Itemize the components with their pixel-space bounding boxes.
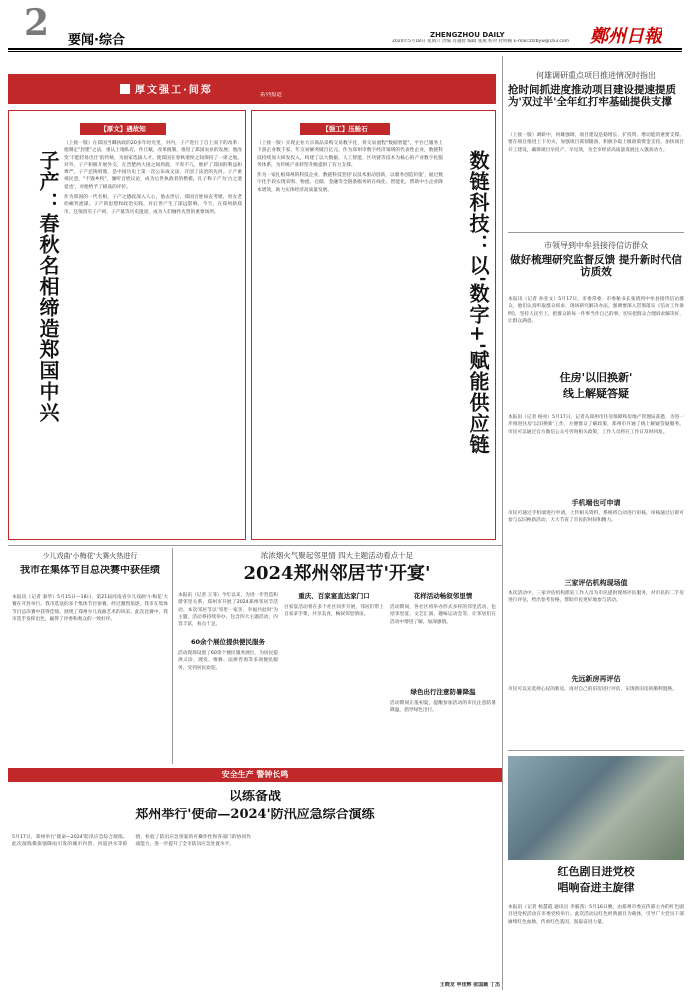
feature-right-tag: 【强工】压舱石 <box>300 123 390 135</box>
divider-1 <box>508 232 684 233</box>
banner-title: 厚文强工·间郑 <box>135 85 213 96</box>
bottom-divider <box>172 548 173 764</box>
lead-body: （上接一版）调研中，何雄强调，项目建设是稳增长、扩投资、增动能的重要支撑。要在项目推进上下功夫，加强项目谋划储备，积极争取上级政策资金支持，加快项目开工建设，确保项目早投产、早见效，为全市经济高质量发展注入强劲动力。 <box>508 133 684 153</box>
third-body: 本报讯（记者 杨亮）5月17日，记者从郑州市住房保障和房地产管理局获悉，为进一步推进住房'以旧换新'工作，方便群众了解政策，郑州市开通了线上解疑答疑服务。市民可以通过官方微信公众号咨询相关政策，工作人员将在工作日及时回复。 <box>508 415 684 435</box>
bottom-mid-sub2-body: 活动期间，各社区将举办形式多样的邻里活动，包括邻里宴、文艺汇演、趣味运动会等，让邻居们在活动中增进了解，加深感情。 <box>390 605 496 625</box>
drill-body-text: 5月17日，郑州举行'使命—2024'防汛应急综合演练。此次演练模拟强降雨引发的城市内涝、河道洪水等险情，检验了防汛应急预案的可操作性和各部门的协同作战能力，进一步提升了全市防汛应急处置水平。 <box>12 835 251 848</box>
bottom-left-title: 我市在集体节目总决赛中获佳绩 <box>20 565 160 576</box>
lead-title-small: 何雄调研重点项目推进情况时指出 <box>536 71 656 80</box>
bottom-right-title: 唱响奋进主旋律 <box>557 882 635 894</box>
sub1-heading: 手机端也可申请 <box>571 499 621 507</box>
column-divider <box>502 56 503 990</box>
bottom-mid-sub1: 60余个展位提供便民服务 <box>190 638 266 646</box>
bottom-mid-sub4-body: 活动期间正值初夏，提醒参加活动的市民注意防暑降温，倡导绿色出行。 <box>390 701 496 714</box>
mid-rule <box>8 545 502 546</box>
drill-author: 王晓龙 申佳辉 张国颖 丁杰 <box>439 982 500 988</box>
feature-left-title: 子产：春秋名相缔造郑国中兴 <box>36 150 60 423</box>
feature-right-para2: 作为一家扎根郑州的科技企业，数链科技坚持'以技术驱动创新，以服务创造价值'，通过数字化手段实现采购、物流、仓储、金融等全链条服务的在线化、智能化，帮助中小企业降本增效，助力实体经济高质量发展。 <box>257 173 443 193</box>
bottom-mid-sub3: 重庆、百家宴直达家门口 <box>298 592 370 600</box>
paper-name-en: ZHENGZHOU DAILY <box>430 31 505 39</box>
feature-left-para2: 作为郑国的一代名相，子产之德政深入人心，他去世后，郑国百姓如丧考妣，男女老幼痛哭流涕。子产的思想和政治实践，对后世产生了深远影响。今天，在郑州新郑市，还保留有子产祠、子产墓等历史遗迹，成为人们缅怀先贤的重要场所。 <box>64 194 242 215</box>
divider-3 <box>508 750 684 751</box>
safety-strip: 安全生产 警钟长鸣 <box>8 768 502 782</box>
section-name: 要闻·综合 <box>68 33 125 48</box>
feature-left-para1: （上接一版）在郑国当卿执政的20多年时光里，对内，子产进行了自上而下的改革：他制定"封建"之法，重认土地私有，作丘赋，改革税制，推进了郑国农业的发展；他改变'不能轻易出仕'的传统，为国家选拔人才。使郑国在春秋诸侯之间保持了一席之地。对外，子产积极开展外交，在晋楚两大国之间周旋，不卑不亢，维护了郑国的利益和尊严。子产还铸刑鼎，是中国历史上第一次公布成文法，开创了法治的先河。子产重视民意，"不毁乡校"，倾听百姓议论，成为后世执政者的楷模。孔子称子产为'古之遗爱也'，对他给予了极高的评价。 <box>64 141 242 190</box>
feature-left-body <box>64 140 242 540</box>
masthead-rule-thin <box>8 51 682 52</box>
bottom-left-title-small: 少儿戏曲'小梅花'大赛火热进行 <box>42 552 138 560</box>
bottom-mid-sub4: 绿色出行注意防暑降温 <box>410 688 476 696</box>
feature-right-body <box>257 140 443 540</box>
sub2-heading: 三家评估机构现场值 <box>564 579 628 587</box>
bottom-right-title-small: 红色剧目进党校 <box>557 866 635 878</box>
feature-banner <box>8 74 496 104</box>
banner-series: 系列报道 <box>260 92 283 98</box>
sub3-heading: 先远新房再评估 <box>571 675 621 683</box>
sub2-body: 本次活动中，三家评估机构派驻工作人员为市民提供现场评估服务，对市民的二手房进行评估，给出参考价格，帮助市民更好地参与活动。 <box>508 591 684 604</box>
drill-body <box>12 834 498 980</box>
drill-title: 郑州举行'使命—2024'防汛应急综合演练 <box>135 808 375 822</box>
page-number: 2 <box>24 3 50 43</box>
masthead-rule <box>8 48 682 50</box>
feature-right-para1: （上接一版）实现企业大宗商品采购交易数字化，将交易流程"数据智能"，平台已服务上下游企业数千家，年交易额突破百亿元。作为郑州市数字经济领域的代表性企业，数链科技持续加大研发投入，构建了以大数据、人工智能、区块链等技术为核心的产业数字化服务体系，为传统产业转型升级提供了有力支撑。 <box>257 141 443 168</box>
bottom-mid-body: 本报讯（记者 王菲）今年以来，为进一步营造和谐邻里关系，郑州市开展了2024郑州邻居节活动。本次邻居节以'邻里一家亲，幸福共此时'为主题，活动将持续举办，包含四大主题活动，内容丰富，看点十足。 <box>178 593 278 628</box>
bottom-mid-sub3-body: 百家宴活动将在多个社区同步开展，邻居们带上自家拿手菜，共享美食，畅叙邻里情谊。 <box>284 605 384 618</box>
feature-right-title: 数链科技：以'数字+'赋能供应链 <box>466 150 490 456</box>
feature-left-tag: 【厚文】遇故知 <box>80 123 166 135</box>
lead-title: 抢时间抓进度推动项目建设提速提质 为'双过半'全年红打牢基础提供支撑 <box>508 84 676 109</box>
bottom-mid-sub1-body: 活动现场设置了60余个便民服务展位，为居民提供义诊、理发、维修、法律咨询等多项便民服务，受到居民欢迎。 <box>178 651 278 671</box>
bottom-mid-title: 2024郑州邻居节'开宴' <box>243 564 431 584</box>
meta-line: 2024年5月18日 星期六 责编 肖越智 编辑 张燕 校对 杜明楠 E-mail:zzrbyw@163.com <box>392 39 570 44</box>
bottom-mid-sub2: 花样活动畅叙邻里情 <box>413 592 473 600</box>
third-title: 线上解疑答疑 <box>563 388 629 400</box>
second-body: 本报讯（记者 孙亚文）5月17日，市委常委、市委秘书长张倩到中牟县接待信访群众。他们认真听取群众诉求，现场研究解决办法。强调要深入贯彻落实《信访工作条例》，坚持人民至上，把群众的每一件事当作自己的事，切实把群众合理诉求解决好，让群众满意。 <box>508 297 684 324</box>
bottom-right-body: 本报讯（记者 杨慧霞 通讯员 李毅茜）5月16日晚，由郑州市委宣传部主办的红色剧目进党校活动在市委党校举行。此次活动以红色经典剧目为载体，引导广大党员干部赓续红色血脉，传承红色基因，汲取奋进力量。 <box>508 905 684 925</box>
second-title: 做好梳理研究监督反馈 提升新时代信访质效 <box>510 254 682 279</box>
event-photo <box>508 756 684 860</box>
sub3-body: 市民可以先选择心仪的新房，再对自己的旧房进行评估，实现新旧房的顺利置换。 <box>508 687 677 692</box>
sub1-body: 市民可通过手机端进行申请，上传相关资料，系统将自动进行审核，审核通过后即可参与以旧换新活动，大大节省了市民的时间和精力。 <box>508 511 684 524</box>
bottom-left-body: 本报讯（记者 秦华）5月15日—18日，第21届河南省少儿戏曲'小梅花'大赛在开封举行。我市选送的多个集体节目参赛，经过激烈角逐，我市在集体节目总决赛中获得佳绩，展现了郑州少儿戏曲艺术的风采。此次比赛中，我市选手发挥出色，赢得了评委和观众的一致好评。 <box>12 595 168 622</box>
third-title-small: 住房'以旧换新' <box>559 372 633 384</box>
bottom-mid-title-small: 浓浓烟火气聚起邻里情 四大主题活动看点十足 <box>260 551 414 560</box>
banner-icon <box>120 84 130 94</box>
drill-title-small: 以练备战 <box>228 790 281 804</box>
paper-logo: 鄭州日報 <box>590 26 662 47</box>
second-title-small: 市领导到中牟县接待信访群众 <box>544 241 648 250</box>
